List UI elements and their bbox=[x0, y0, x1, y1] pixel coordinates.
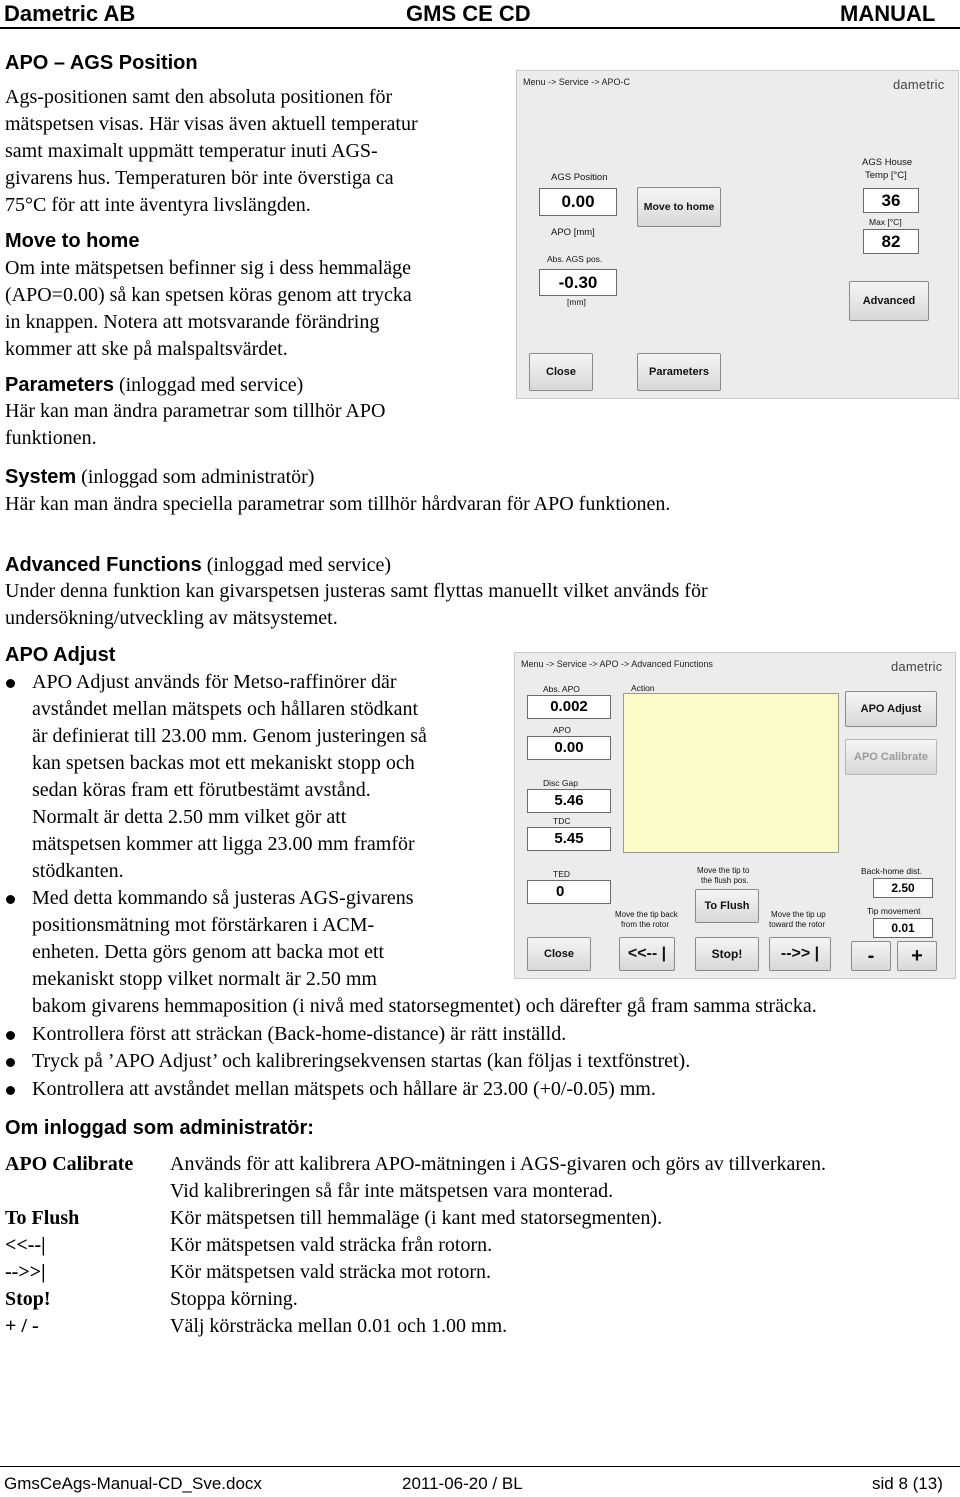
abs-ags-pos-value: -0.30 bbox=[539, 269, 617, 296]
breadcrumb: Menu -> Service -> APO-C bbox=[523, 77, 631, 87]
tip-movement-label: Tip movement bbox=[867, 906, 921, 916]
bullet5-line: Kontrollera att avståndet mellan mätspets och hållare är 23.00 (+0/-0.05) mm. bbox=[32, 1078, 656, 1100]
ags-position-value: 0.00 bbox=[539, 188, 617, 216]
to-flush-button[interactable]: To Flush bbox=[695, 889, 759, 923]
bullet3-line: Kontrollera först att sträckan (Back-home-distance) är rätt inställd. bbox=[32, 1023, 567, 1045]
brand-logo: dametric bbox=[891, 659, 943, 674]
move-to-home-button[interactable]: Move to home bbox=[637, 187, 721, 227]
bullet2-line: Med detta kommando så justeras AGS-givarens bbox=[32, 887, 414, 909]
advanced-line: Under denna funktion kan givarspetsen justeras samt flyttas manuellt vilket används för bbox=[5, 580, 708, 602]
tdc-label: TDC bbox=[553, 816, 571, 826]
footer-filename: GmsCeAgs-Manual-CD_Sve.docx bbox=[4, 1474, 262, 1493]
bullet bbox=[6, 679, 15, 688]
advanced-button[interactable]: Advanced bbox=[849, 281, 929, 321]
action-text-window[interactable] bbox=[623, 693, 839, 853]
tdc-value: 5.45 bbox=[527, 827, 611, 851]
minus-button[interactable]: - bbox=[851, 941, 891, 971]
plus-button[interactable]: + bbox=[897, 941, 937, 971]
tip-movement-value: 0.01 bbox=[873, 918, 933, 938]
apo-c-screenshot bbox=[516, 70, 959, 399]
ags-house-label: AGS House bbox=[862, 157, 913, 168]
bullet1-line: Normalt är detta 2.50 mm vilket gör att bbox=[32, 806, 347, 828]
advanced-functions-screenshot bbox=[514, 652, 956, 979]
ags-position-label: AGS Position bbox=[551, 172, 608, 183]
ted-value: 0 bbox=[527, 880, 611, 904]
footer-page: sid 8 (13) bbox=[872, 1474, 943, 1493]
abs-ags-pos-label: Abs. AGS pos. bbox=[547, 254, 603, 264]
bullet1-line: kan spetsen backas mot ett mekaniskt stopp och bbox=[32, 752, 415, 774]
apo-intro-line: samt maximalt uppmätt temperatur inuti AGS- bbox=[5, 140, 378, 162]
bullet bbox=[6, 1058, 15, 1067]
apo-label: APO bbox=[553, 725, 571, 735]
definition-term: Stop! bbox=[5, 1288, 51, 1310]
bullet bbox=[6, 1086, 15, 1095]
house-temp-value: 36 bbox=[863, 188, 919, 213]
advanced-heading-line bbox=[5, 552, 391, 579]
bullet2-line: positionsmätning mot förstärkaren i ACM- bbox=[32, 914, 375, 936]
footer-date: 2011-06-20 / BL bbox=[402, 1474, 523, 1493]
abs-apo-value: 0.002 bbox=[527, 695, 611, 719]
definition-desc: Stoppa körning. bbox=[170, 1288, 298, 1310]
bullet1-line: stödkanten. bbox=[32, 860, 124, 882]
move-home-line: Om inte mätspetsen befinner sig i dess hemmaläge bbox=[5, 257, 412, 279]
temp-unit-label: Temp [°C] bbox=[865, 170, 907, 181]
definition-term: -->>| bbox=[5, 1261, 46, 1283]
max-temp-value: 82 bbox=[863, 229, 919, 254]
move-flush-label: Move the tip to bbox=[697, 866, 750, 875]
close-button[interactable]: Close bbox=[527, 937, 591, 971]
disc-gap-value: 5.46 bbox=[527, 789, 611, 813]
definition-desc: Välj körsträcka mellan 0.01 och 1.00 mm. bbox=[170, 1315, 508, 1337]
advanced-line: undersökning/utveckling av mätsystemet. bbox=[5, 607, 338, 629]
system-heading: System bbox=[5, 466, 77, 488]
apo-value: 0.00 bbox=[527, 736, 611, 760]
header-rule bbox=[0, 27, 960, 29]
definition-term: <<--| bbox=[5, 1234, 46, 1256]
move-flush-label: the flush pos. bbox=[701, 876, 749, 885]
header-product: GMS CE CD bbox=[406, 1, 531, 26]
apo-calibrate-button[interactable]: APO Calibrate bbox=[845, 739, 937, 775]
bullet1-line: mätspetsen kommer att ligga 23.00 mm framför bbox=[32, 833, 415, 855]
definition-desc: Kör mätspetsen till hemmaläge (i kant med statorsegmenten). bbox=[170, 1207, 663, 1229]
move-up-label: Move the tip up bbox=[771, 910, 826, 919]
stop-button[interactable]: Stop! bbox=[695, 937, 759, 971]
abs-apo-label: Abs. APO bbox=[543, 684, 580, 694]
definition-term: + / - bbox=[5, 1315, 39, 1337]
header-company: Dametric AB bbox=[4, 1, 136, 26]
apo-adjust-heading: APO Adjust bbox=[5, 644, 116, 666]
move-back-label: from the rotor bbox=[621, 920, 670, 929]
parameters-button[interactable]: Parameters bbox=[637, 353, 721, 391]
move-home-line: kommer att ske på malspaltsvärdet. bbox=[5, 338, 288, 360]
apo-intro-line: 75°C för att inte äventyra livslängden. bbox=[5, 194, 311, 216]
close-button[interactable]: Close bbox=[529, 353, 593, 391]
move-back-label: Move the tip back bbox=[615, 910, 678, 919]
move-home-line: (APO=0.00) så kan spetsen köras genom att trycka bbox=[5, 284, 412, 306]
advanced-note: (inloggad med service) bbox=[201, 554, 392, 576]
definition-term: APO Calibrate bbox=[5, 1153, 134, 1175]
move-up-label: toward the rotor bbox=[769, 920, 826, 929]
apo-intro-line: givarens hus. Temperaturen bör inte överstiga ca bbox=[5, 167, 394, 189]
brand-logo: dametric bbox=[893, 77, 945, 92]
bullet4-line: Tryck på ’APO Adjust’ och kalibreringsekvensen startas (kan följas i textfönstret). bbox=[32, 1050, 691, 1072]
bullet2-line: enheten. Detta görs genom att backa mot ett bbox=[32, 941, 385, 963]
apo-intro-line: Ags-positionen samt den absoluta positionen för bbox=[5, 86, 393, 108]
ted-label: TED bbox=[553, 869, 570, 879]
bullet1-line: avståndet mellan mätspets och hållaren stödkant bbox=[32, 698, 418, 720]
system-heading-line bbox=[5, 464, 314, 491]
move-home-line: in knappen. Notera att motsvarande förändring bbox=[5, 311, 380, 333]
section-title-apo: APO – AGS Position bbox=[5, 52, 198, 74]
footer-rule bbox=[0, 1466, 960, 1467]
parameters-heading-line bbox=[5, 372, 303, 399]
max-temp-label: Max [°C] bbox=[869, 217, 902, 227]
page-header bbox=[0, 0, 960, 26]
apo-mm-label: APO [mm] bbox=[551, 227, 595, 238]
back-home-label: Back-home dist. bbox=[861, 866, 922, 876]
bullet bbox=[6, 1031, 15, 1040]
bullet bbox=[6, 895, 15, 904]
disc-gap-label: Disc Gap bbox=[543, 778, 578, 788]
admin-heading: Om inloggad som administratör: bbox=[5, 1117, 314, 1139]
mm-unit-label: [mm] bbox=[567, 297, 586, 307]
move-forward-button[interactable]: -->> | bbox=[769, 937, 831, 971]
move-back-button[interactable]: <<-- | bbox=[619, 937, 675, 971]
header-doc-type: MANUAL bbox=[840, 1, 936, 26]
definition-term: To Flush bbox=[5, 1207, 80, 1229]
bullet2-line: bakom givarens hemmaposition (i nivå med statorsegmentet) och därefter gå fram samma sträcka. bbox=[32, 995, 817, 1017]
definition-desc: Kör mätspetsen vald sträcka mot rotorn. bbox=[170, 1261, 492, 1283]
bullet1-line: APO Adjust används för Metso-raffinörer där bbox=[32, 671, 397, 693]
action-label: Action bbox=[631, 683, 655, 693]
system-line: Här kan man ändra speciella parametrar som tillhör hårdvaran för APO funktionen. bbox=[5, 493, 671, 515]
definition-desc: Vid kalibreringen så får inte mätspetsen vara monterad. bbox=[170, 1180, 614, 1202]
definition-desc: Kör mätspetsen vald sträcka från rotorn. bbox=[170, 1234, 493, 1256]
advanced-heading: Advanced Functions bbox=[5, 554, 202, 576]
move-to-home-heading: Move to home bbox=[5, 230, 140, 252]
parameters-heading: Parameters bbox=[5, 374, 114, 396]
back-home-value: 2.50 bbox=[873, 878, 933, 898]
apo-adjust-button[interactable]: APO Adjust bbox=[845, 691, 937, 727]
bullet1-line: sedan köras fram ett förutbestämt avstånd. bbox=[32, 779, 371, 801]
system-note: (inloggad som administratör) bbox=[76, 466, 315, 488]
breadcrumb: Menu -> Service -> APO -> Advanced Functions bbox=[521, 659, 713, 669]
parameters-note: (inloggad med service) bbox=[113, 374, 304, 396]
parameters-line: funktionen. bbox=[5, 427, 97, 449]
bullet2-line: mekaniskt stopp vilket normalt är 2.50 mm bbox=[32, 968, 377, 990]
parameters-line: Här kan man ändra parametrar som tillhör APO bbox=[5, 400, 386, 422]
bullet1-line: är definierat till 23.00 mm. Genom justeringen så bbox=[32, 725, 427, 747]
apo-intro-line: mätspetsen visas. Här visas även aktuell temperatur bbox=[5, 113, 418, 135]
definition-desc: Används för att kalibrera APO-mätningen i AGS-givaren och görs av tillverkaren. bbox=[170, 1153, 826, 1175]
